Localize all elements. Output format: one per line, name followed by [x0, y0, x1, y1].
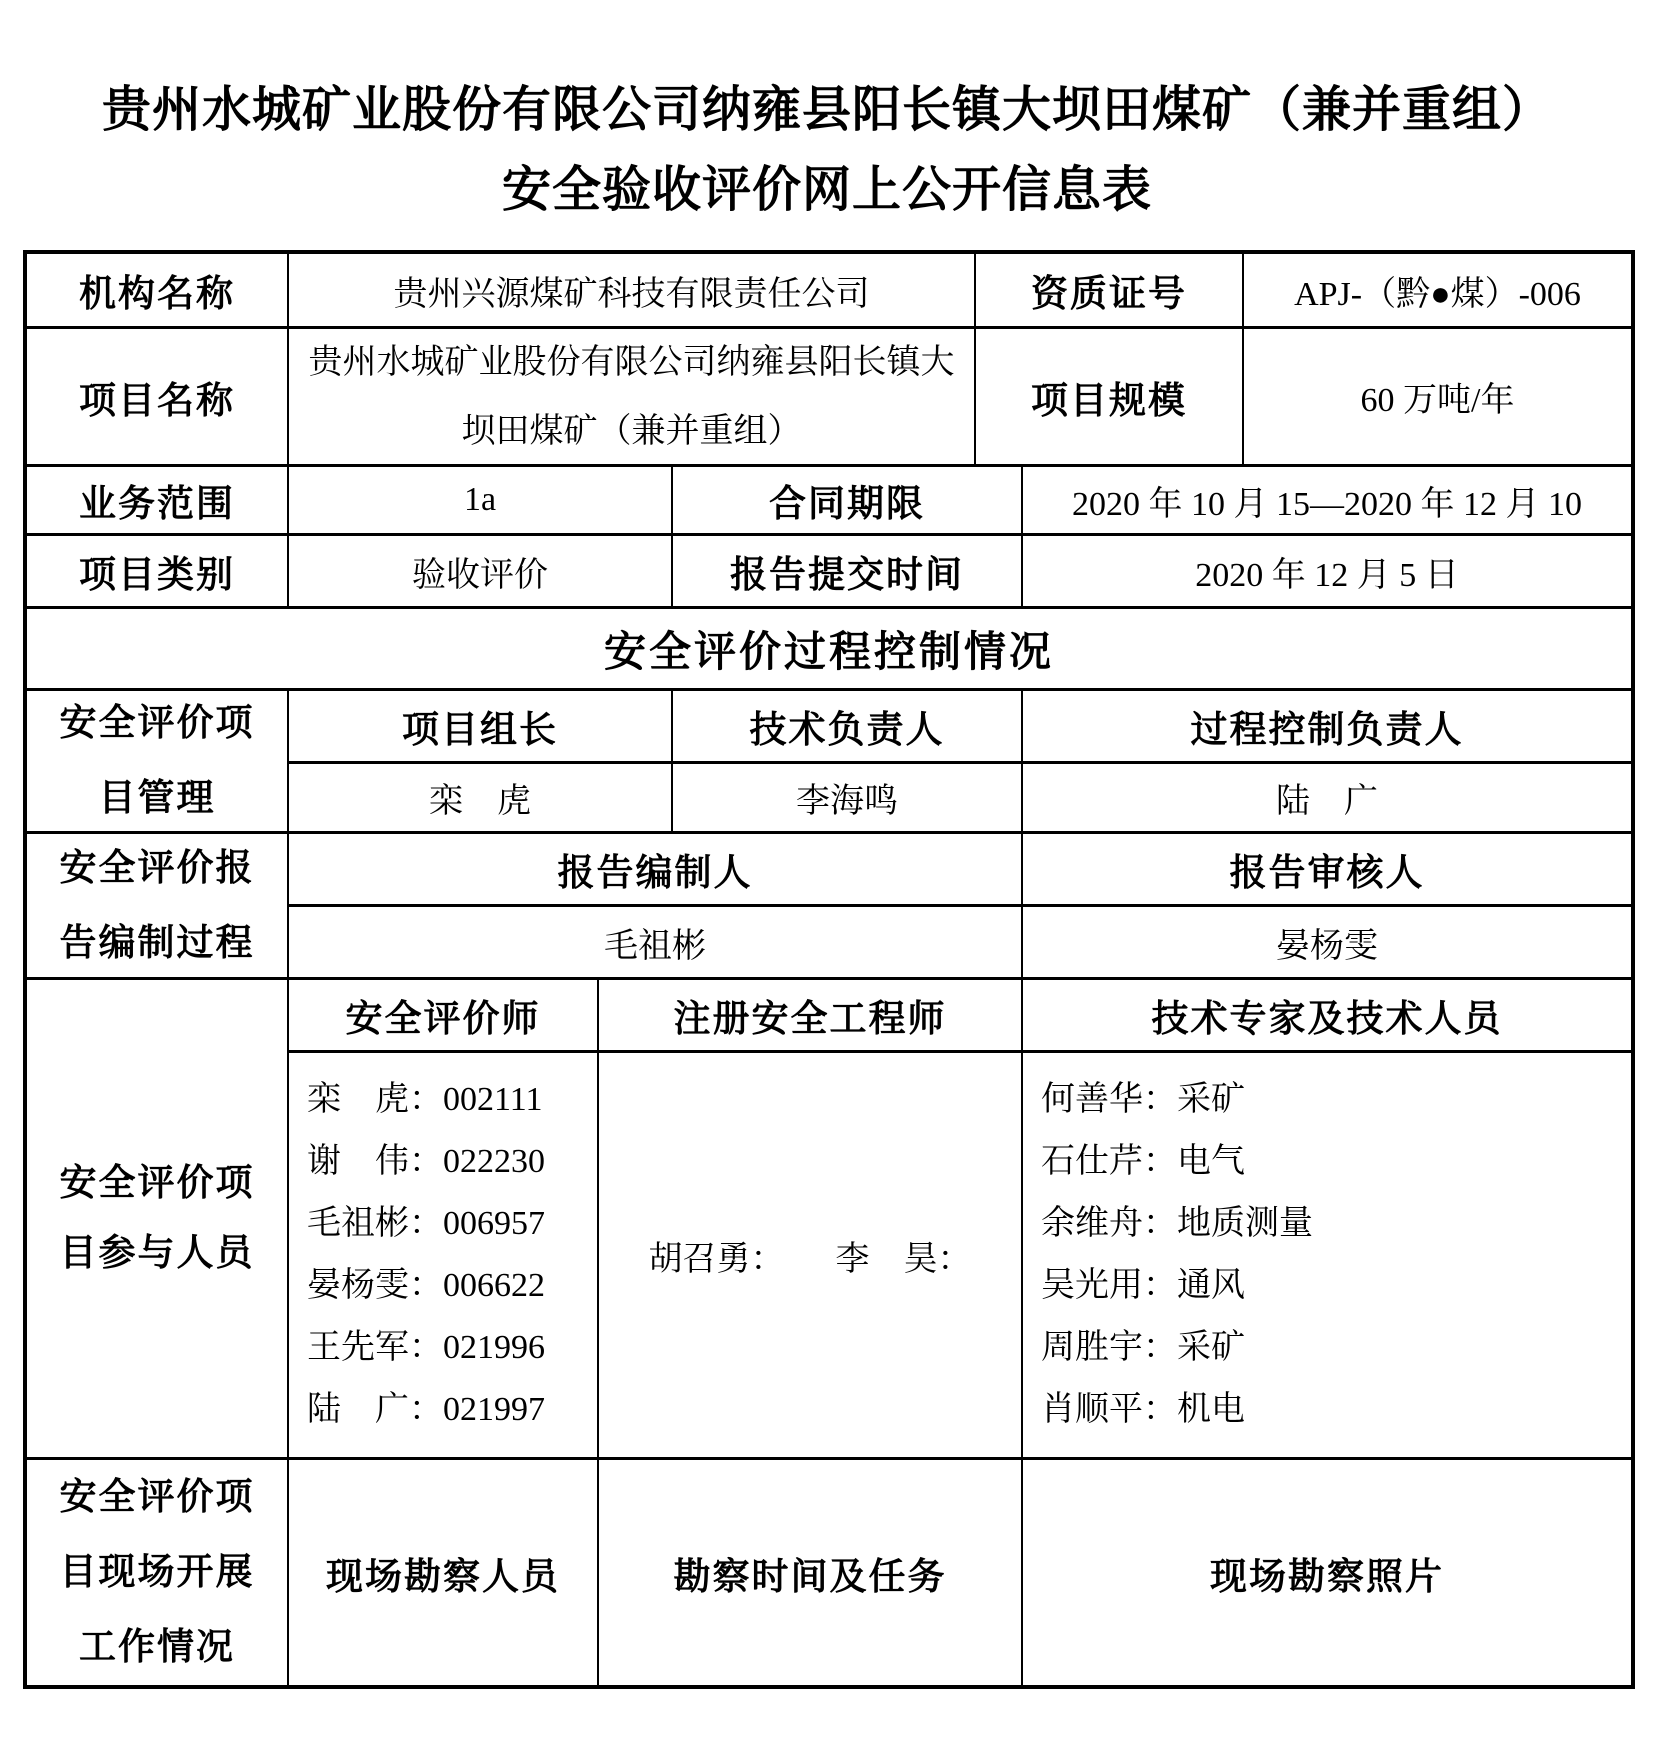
expert-item: 余维舟：地质测量: [1041, 1205, 1313, 1242]
tech-lead-header: 技术负责人: [673, 691, 1023, 761]
title-line-2: 安全验收评价网上公开信息表: [501, 162, 1152, 217]
report-writer-header: 报告编制人: [289, 834, 1023, 904]
expert-item: 周胜宇：采矿: [1041, 1329, 1245, 1366]
experts-header: 技术专家及技术人员: [1151, 999, 1503, 1040]
tech-lead-value: 李海鸣: [673, 764, 1023, 831]
management-label-line-1: 安全评价项: [59, 703, 255, 744]
evaluator-item: 谢 伟：022230: [307, 1143, 545, 1180]
evaluator-item: 陆 广：021997: [307, 1391, 545, 1428]
evaluator-item: 王先军：021996: [307, 1329, 545, 1366]
project-scale-value: 60 万吨/年: [1360, 382, 1515, 419]
cert-no-label: 资质证号: [976, 254, 1244, 326]
participants-label-line-1: 安全评价项: [59, 1162, 255, 1204]
survey-personnel-header: 现场勘察人员: [289, 1460, 599, 1685]
site-work-label-line-1: 安全评价项: [59, 1477, 255, 1518]
site-work-label: [27, 1460, 289, 1685]
management-label-line-2: 目管理: [98, 778, 216, 819]
project-category-value: 验收评价: [289, 536, 673, 606]
evaluators-list: [289, 1053, 599, 1457]
org-name-value: 贵州兴源煤矿科技有限责任公司: [289, 254, 976, 326]
process-control-header: 过程控制负责人: [1190, 710, 1464, 751]
row-scope: [27, 467, 1631, 536]
row-category: [27, 536, 1631, 609]
org-name-label: 机构名称: [27, 254, 289, 326]
project-name-label: 项目名称: [27, 329, 289, 464]
row-management: [27, 691, 1631, 834]
evaluator-item: 晏杨雯：006622: [307, 1267, 545, 1304]
report-process-label-line-2: 告编制过程: [59, 922, 255, 964]
project-name-line-2: 坝田煤矿（兼并重组）: [461, 412, 802, 450]
report-header-row: [289, 834, 1631, 907]
project-scale-label: 项目规模: [976, 329, 1244, 464]
document-title: [0, 70, 1654, 230]
project-name-value: [289, 329, 976, 464]
site-work-label-line-2: 目现场开展: [59, 1552, 255, 1593]
project-leader-value: 栾 虎: [289, 764, 673, 831]
business-scope-value: 1a: [289, 467, 673, 533]
report-submission-label: 报告提交时间: [673, 536, 1023, 606]
contract-period-value: 2020 年 10 月 15—2020 年 12 月 10: [1072, 485, 1582, 523]
participants-header-row: [289, 980, 1631, 1053]
report-writer-value: 毛祖彬: [289, 907, 1023, 977]
management-value-row: [289, 764, 1631, 831]
section-title: 安全评价过程控制情况: [603, 629, 1054, 676]
survey-time-task-header: 勘察时间及任务: [599, 1460, 1023, 1685]
contract-period-label: 合同期限: [673, 467, 1023, 533]
report-process-label: [27, 834, 289, 977]
participants-label-line-2: 目参与人员: [59, 1232, 255, 1274]
business-scope-label: 业务范围: [27, 467, 289, 533]
evaluator-item: 毛祖彬：006957: [307, 1205, 545, 1242]
management-label: [27, 691, 289, 831]
engineers-header: 注册安全工程师: [599, 980, 1023, 1050]
project-leader-header: 项目组长: [289, 691, 673, 761]
management-header-row: [289, 691, 1631, 764]
row-participants: [27, 980, 1631, 1460]
report-submission-value: 2020 年 12 月 5 日: [1195, 556, 1459, 594]
survey-photos-header: 现场勘察照片: [1210, 1556, 1444, 1598]
info-table: [23, 250, 1635, 1689]
expert-item: 何善华：采矿: [1041, 1081, 1245, 1118]
row-organization: [27, 254, 1631, 329]
cert-no-value: APJ-（黔●煤）-006: [1294, 275, 1581, 313]
report-reviewer-value: 晏杨雯: [1276, 927, 1378, 965]
experts-list: [1023, 1053, 1631, 1457]
expert-item: 吴光用：通风: [1041, 1267, 1245, 1304]
evaluator-item: 栾 虎：002111: [307, 1081, 543, 1118]
row-site-work: [27, 1460, 1631, 1685]
expert-item: 肖顺平：机电: [1041, 1391, 1245, 1428]
engineers-value: 胡召勇： 李 昊：: [599, 1053, 1023, 1457]
row-report-process: [27, 834, 1631, 980]
project-category-label: 项目类别: [27, 536, 289, 606]
participants-value-row: [289, 1053, 1631, 1457]
report-reviewer-header: 报告审核人: [1229, 853, 1425, 894]
row-section-header: [27, 609, 1631, 691]
title-line-1: 贵州水城矿业股份有限公司纳雍县阳长镇大坝田煤矿（兼并重组）: [101, 82, 1552, 137]
participants-label: [27, 980, 289, 1457]
report-value-row: [289, 907, 1631, 977]
report-process-label-line-1: 安全评价报: [59, 847, 255, 889]
evaluators-header: 安全评价师: [289, 980, 599, 1050]
site-work-label-line-3: 工作情况: [79, 1627, 235, 1668]
row-project: [27, 329, 1631, 467]
project-name-line-1: 贵州水城矿业股份有限公司纳雍县阳长镇大: [308, 343, 955, 381]
expert-item: 石仕芹：电气: [1041, 1143, 1245, 1180]
process-control-value: 陆 广: [1276, 783, 1378, 820]
